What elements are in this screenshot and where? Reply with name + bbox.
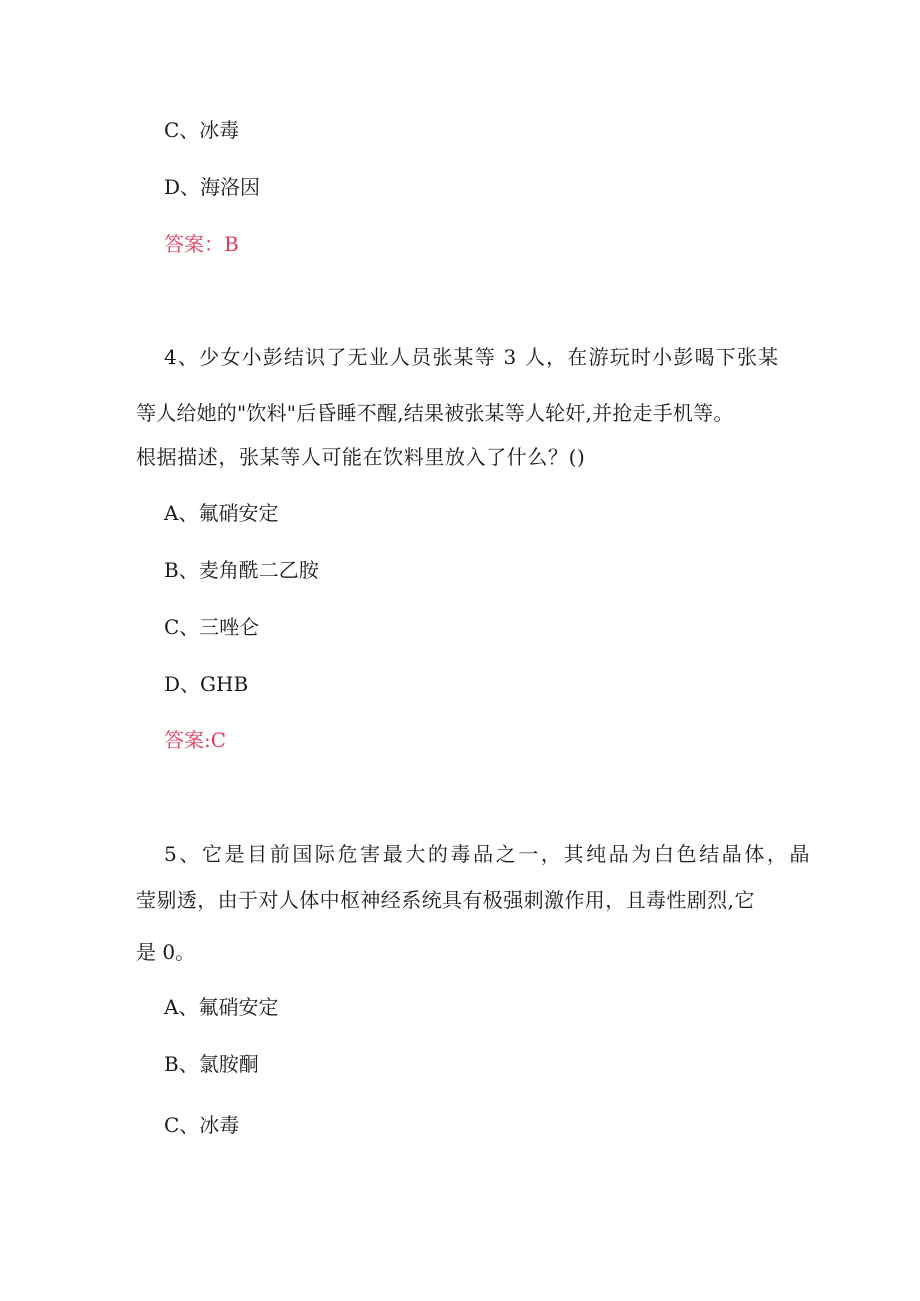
option-a: A、氟硝安定 — [164, 501, 279, 525]
option-c: C、冰毒 — [164, 1113, 240, 1137]
option-a: A、氟硝安定 — [164, 995, 279, 1019]
question-text-line: 是 0。 — [136, 940, 196, 964]
option-d: D、GHB — [164, 672, 249, 696]
option-c: C、冰毒 — [164, 118, 240, 142]
question-text-line: 莹剔透，由于对人体中枢神经系统具有极强刺激作用，且毒性剧烈,它 — [136, 888, 755, 912]
option-b: B、麦角酰二乙胺 — [164, 558, 319, 582]
answer-text: 答案：B — [164, 232, 239, 256]
question-text-line: 4、少女小彭结识了无业人员张某等 3 人，在游玩时小彭喝下张某 — [164, 345, 780, 369]
question-text-line: 根据描述，张某等人可能在饮料里放入了什么？() — [136, 445, 586, 469]
answer-text: 答案:C — [164, 728, 227, 752]
option-c: C、三唑仑 — [164, 615, 260, 639]
option-d: D、海洛因 — [164, 175, 261, 199]
question-text-line: 等人给她的"饮料"后昏睡不醒,结果被张某等人轮奸,并抢走手机等。 — [136, 401, 734, 425]
option-b: B、氯胺酮 — [164, 1052, 259, 1076]
question-text-line: 5、它是目前国际危害最大的毒品之一，其纯品为白色结晶体，晶 — [164, 842, 813, 866]
